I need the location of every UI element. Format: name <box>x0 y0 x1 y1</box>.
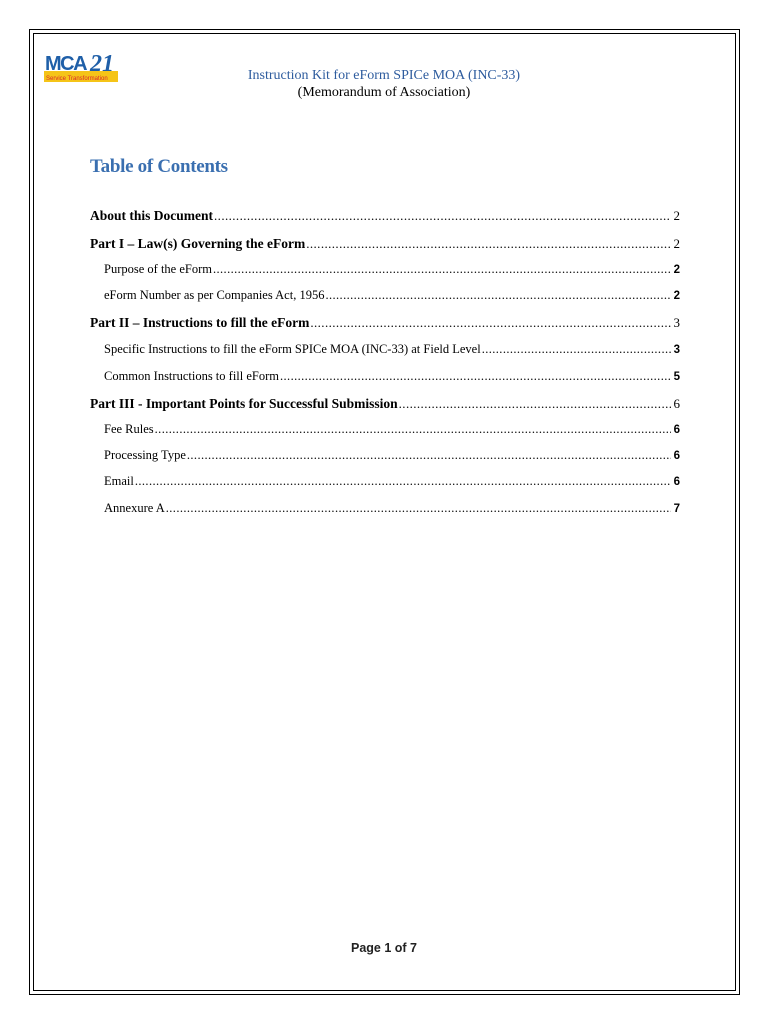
toc-leader-dots <box>187 448 671 463</box>
toc-entry-label: Part I – Law(s) Governing the eForm <box>90 236 306 251</box>
toc-entry-purpose[interactable] <box>104 262 680 280</box>
toc-entry-page: 6 <box>673 424 680 436</box>
toc-entry-fee-rules[interactable] <box>104 422 680 440</box>
toc-entry-page: 2 <box>673 208 680 223</box>
toc-heading: Table of Contents <box>90 156 228 177</box>
toc-leader-dots <box>325 288 671 303</box>
toc-entry-specific-instructions[interactable] <box>104 342 680 360</box>
toc-leader-dots <box>482 342 671 357</box>
toc-entry-email[interactable] <box>104 474 680 492</box>
toc-entry-label: Specific Instructions to fill the eForm SPICe MOA (INC-33) at Field Level <box>104 342 481 356</box>
toc-entry-label: Annexure A <box>104 501 165 515</box>
toc-entry-label: Fee Rules <box>104 422 154 436</box>
toc-entry-label: Part III - Important Points for Successful Submission <box>90 396 398 411</box>
toc-entry-label: About this Document <box>90 208 214 223</box>
page-number-footer: Page 1 of 7 <box>351 941 417 955</box>
toc-leader-dots <box>310 315 671 331</box>
toc-entry-part-2[interactable] <box>90 315 680 333</box>
toc-entry-page: 6 <box>673 450 680 462</box>
toc-entry-page: 6 <box>673 476 680 488</box>
document-header <box>200 67 568 101</box>
toc-leader-dots <box>135 474 671 489</box>
kit-subtitle: (Memorandum of Association) <box>297 85 471 100</box>
toc-leader-dots <box>213 262 671 277</box>
toc-entry-page: 2 <box>673 264 680 276</box>
toc-entry-label: eForm Number as per Companies Act, 1956 <box>104 288 325 302</box>
mca21-logo <box>44 49 118 83</box>
logo-tagline: Service Transformation <box>46 76 108 82</box>
toc-leader-dots <box>166 501 671 516</box>
toc-entry-annexure-a[interactable] <box>104 501 680 519</box>
logo-21-text: 21 <box>90 51 114 77</box>
toc-entry-about[interactable] <box>90 208 680 226</box>
toc-leader-dots <box>399 396 671 412</box>
toc-entry-page: 2 <box>673 290 680 302</box>
toc-leader-dots <box>214 208 671 224</box>
toc-entry-label: Processing Type <box>104 448 186 462</box>
toc-leader-dots <box>155 422 671 437</box>
toc-entry-page: 2 <box>673 236 680 251</box>
toc-entry-page: 7 <box>673 503 680 515</box>
toc-entry-page: 3 <box>673 344 680 356</box>
toc-entry-page: 5 <box>673 371 680 383</box>
toc-entry-processing-type[interactable] <box>104 448 680 466</box>
logo-mca-text: MCA <box>45 53 87 75</box>
toc-entry-page: 3 <box>673 315 680 330</box>
toc-leader-dots <box>280 369 671 384</box>
toc-leader-dots <box>306 236 671 252</box>
toc-entry-common-instructions[interactable] <box>104 369 680 387</box>
toc-entry-page: 6 <box>673 396 680 411</box>
kit-title: Instruction Kit for eForm SPICe MOA (INC-33) <box>247 68 521 83</box>
toc-entry-eform-number[interactable] <box>104 288 680 306</box>
toc-entry-part-3[interactable] <box>90 396 680 414</box>
toc-entry-part-1[interactable] <box>90 236 680 254</box>
toc-entry-label: Common Instructions to fill eForm <box>104 369 279 383</box>
toc-entry-label: Purpose of the eForm <box>104 262 212 276</box>
toc-entry-label: Part II – Instructions to fill the eForm <box>90 315 310 330</box>
toc-entry-label: Email <box>104 474 134 488</box>
